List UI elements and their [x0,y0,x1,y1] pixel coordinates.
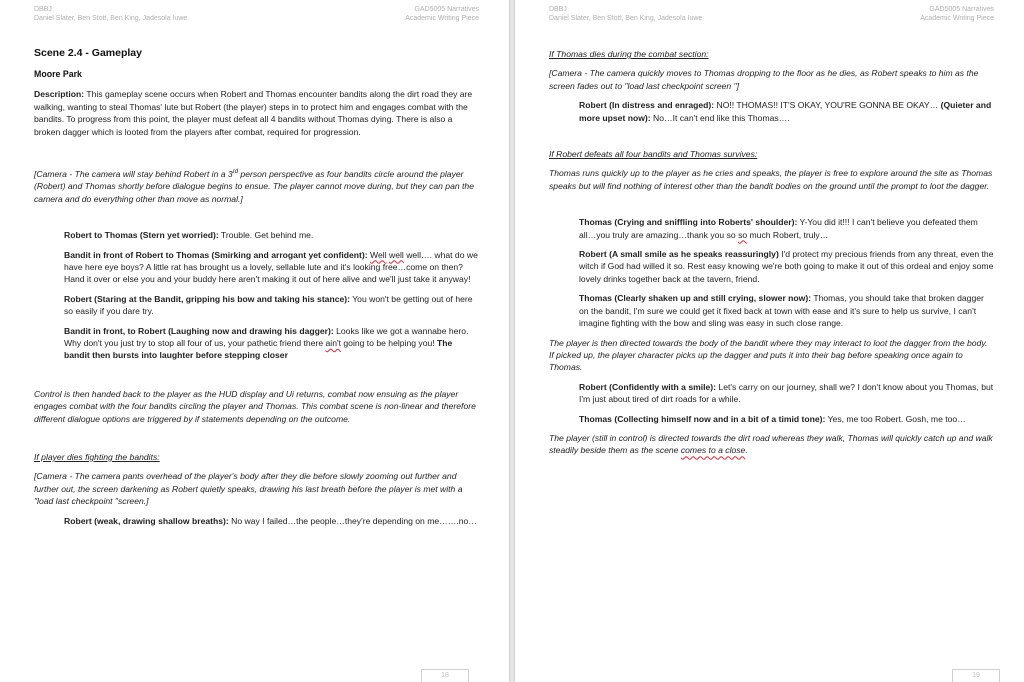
line-text: Trouble. Get behind me. [218,230,314,241]
speaker: Thomas (Collecting himself now and in a bit of a timid tone): [579,413,826,424]
final-text-end: . [745,445,748,456]
final-text: The player (still in control) is directed towards the dirt road whereas they walk, Thomas will quickly catch up and walk steadily beside them as the scene [549,432,993,456]
scene-title: Scene 2.4 - Gameplay [34,47,142,59]
line-text: Thomas, you should take that broken dagger on the bandit, I'm sure we could get it fixed back at town with ease and it's sure to help us survive, I can't imagine fighting with the bow and sling was easy in such close range. [579,293,984,329]
header-authors: Daniel Slater, Ben Stott, Ben King, Jadesola Iuwe [34,15,188,22]
line-text: Y-You did it!!! I can't believe you defeated them all…you truly are amazing…thank you so [579,217,978,240]
line-text: You won't be getting out of here so easily if you dare try. [64,293,473,317]
dialogue-line [34,249,479,286]
line-text: much Robert, truly… [747,229,829,240]
line-text: well…. what do we have here eye boys? A little rat has brought us a lovely, sellable lute and it's looking free…come on then? Hand it over or else you and your buddy here aren't making it out of here alive and we'll just take it anyway! [64,249,478,285]
header-left [34,5,187,23]
line-text: Yes, me too Robert. Gosh, me too… [825,413,966,424]
condition-heading: If Robert defeats all four bandits and Thomas survives: [549,149,758,160]
page-number: 19 [952,669,1000,682]
description-paragraph [34,88,479,138]
speaker: Bandit in front, to Robert (Laughing now and drawing his dagger): [64,325,334,336]
spellcheck-word: Well [370,249,387,260]
header-left [549,5,702,23]
condition-heading: If player dies fighting the bandits: [34,451,160,462]
spellcheck-word: well [389,249,404,260]
dialogue-line [549,99,994,124]
speaker: Robert (weak, drawing shallow breaths): [64,515,229,526]
line-text: Let's carry on our journey, shall we? I don't know about you Thomas, but I'm just about tired of dirt roads for a while. [579,381,994,405]
description-label: Description: [34,89,85,100]
dialogue-line [549,248,994,285]
spellcheck-word: so [738,229,748,240]
header-module: GAD5005 Narratives [414,6,479,13]
header-right [405,5,479,23]
location-heading: Moore Park [34,69,82,79]
header-team: DBBJ [34,6,52,13]
dialogue-line [34,515,479,527]
speaker: Robert (Staring at the Bandit, gripping his bow and taking his stance): [64,293,350,304]
thomas-runs-paragraph: Thomas runs quickly up to the player as he cries and speaks, the player is free to explore around the site as Thomas speaks but will find nothing of interest other than the bandit bodies on the ground until the prompt to loot the dagger. [549,168,993,191]
page-content [549,48,994,457]
dialogue-line [34,229,479,241]
camera-direction-1 [34,166,479,205]
line-text: Looks like we got a wannabe hero. Why don't you just try to stop all four of us, your pathetic friend there [64,325,469,348]
line-text: going to be helping you! [341,337,438,348]
speaker: Robert (A small smile as he speaks reassuringly) [579,249,779,260]
header-piece: Academic Writing Piece [920,15,994,22]
line-text: No…It can't end like this Thomas…. [650,112,790,123]
speaker: Bandit in front of Robert to Thomas (Smirking and arrogant yet confident): [64,249,368,260]
header-authors: Daniel Slater, Ben Stott, Ben King, Jadesola Iuwe [549,15,703,22]
stage-direction: (Quieter and more upset now): [579,100,992,123]
speaker: Thomas (Clearly shaken up and still crying, slower now): [579,293,812,304]
document-page-right [515,0,1024,682]
speaker: Robert (In distress and enraged): [579,100,715,111]
description-text: This gameplay scene occurs when Robert and Thomas encounter bandits along the dirt road they are walking, wanting to steal Thomas' lute but Robert (the player) steps in to protect him and engages combat with the bandits. To progress from this point, the player must defeat all 4 bandits without Thomas dying. There is also a broken dagger which is looted from the players after combat, required for progression. [34,89,473,137]
dialogue-line [549,216,994,241]
speaker: Thomas (Crying and sniffling into Roberts' shoulder): [579,217,798,228]
header-team: DBBJ [549,6,567,13]
camera-direction-2: [Camera - The camera pants overhead of the player's body after they die before slowly zooming out further and further out, the screen darkening as Robert quietly speaks, drawing his last breath before the player is met with a "load last checkpoint "screen.] [34,471,463,507]
dialogue-line [34,293,479,318]
header-module: GAD5005 Narratives [929,6,994,13]
dialogue-line [549,381,994,406]
camera-direction-3: [Camera - The camera quickly moves to Thomas dropping to the floor as he dies, as Robert speaks to him as the screen fades out to "load last checkpoint screen "] [549,68,979,91]
spellcheck-word: comes to a close [680,445,746,456]
line-text: No way I failed…the people…they're depending on me…….no… [228,515,477,526]
condition-heading: If Thomas dies during the combat section: [549,49,709,59]
dialogue-line [549,413,994,425]
spellcheck-word: ain't [325,337,341,348]
header-piece: Academic Writing Piece [405,15,479,22]
page-content [34,46,479,527]
line-text: NO!! THOMAS!! IT'S OKAY, YOU'RE GONNA BE OKAY… [714,100,941,111]
camera-text-cont: person perspective as four bandits circle around the player (Robert) and Thomas shortly before dialogue begins to ensue. The player cannot move during, but they can pan the camera and do everything other than move as normal.] [34,168,474,204]
control-paragraph: Control is then handed back to the player as the HUD display and Ui returns, combat now ensuing as the player engages combat with the four bandits circling the player and Thomas. This combat scene is non-linear and therefore different dialogue options are triggered by if statements depending on the outcome. [34,388,476,424]
header-right [920,5,994,23]
dialogue-line [34,325,479,362]
camera-text: [Camera - The camera will stay behind Robert in a 3 [34,168,233,179]
dialogue-line [549,292,994,329]
document-page-left [0,0,509,682]
line-text: I'd protect my precious friends from any threat, even the witch if God had willed it so. Rest easy knowing we're both going to make it out of this ordeal and enjoy some lovely drinks together back at the tavern, friend. [579,249,994,284]
stage-direction: The bandit then bursts into laughter before stepping closer [64,337,453,361]
page-number: 18 [421,669,469,682]
camera-sup: rd [232,169,239,176]
speaker: Robert to Thomas (Stern yet worried): [64,230,219,241]
directed-paragraph: The player is then directed towards the body of the bandit where they may interact to loot the dagger from the body. If picked up, the player character picks up the dagger and puts it into their bag before speaking once again to Thomas. [549,337,988,373]
speaker: Robert (Confidently with a smile): [579,381,717,392]
final-paragraph [549,432,994,457]
